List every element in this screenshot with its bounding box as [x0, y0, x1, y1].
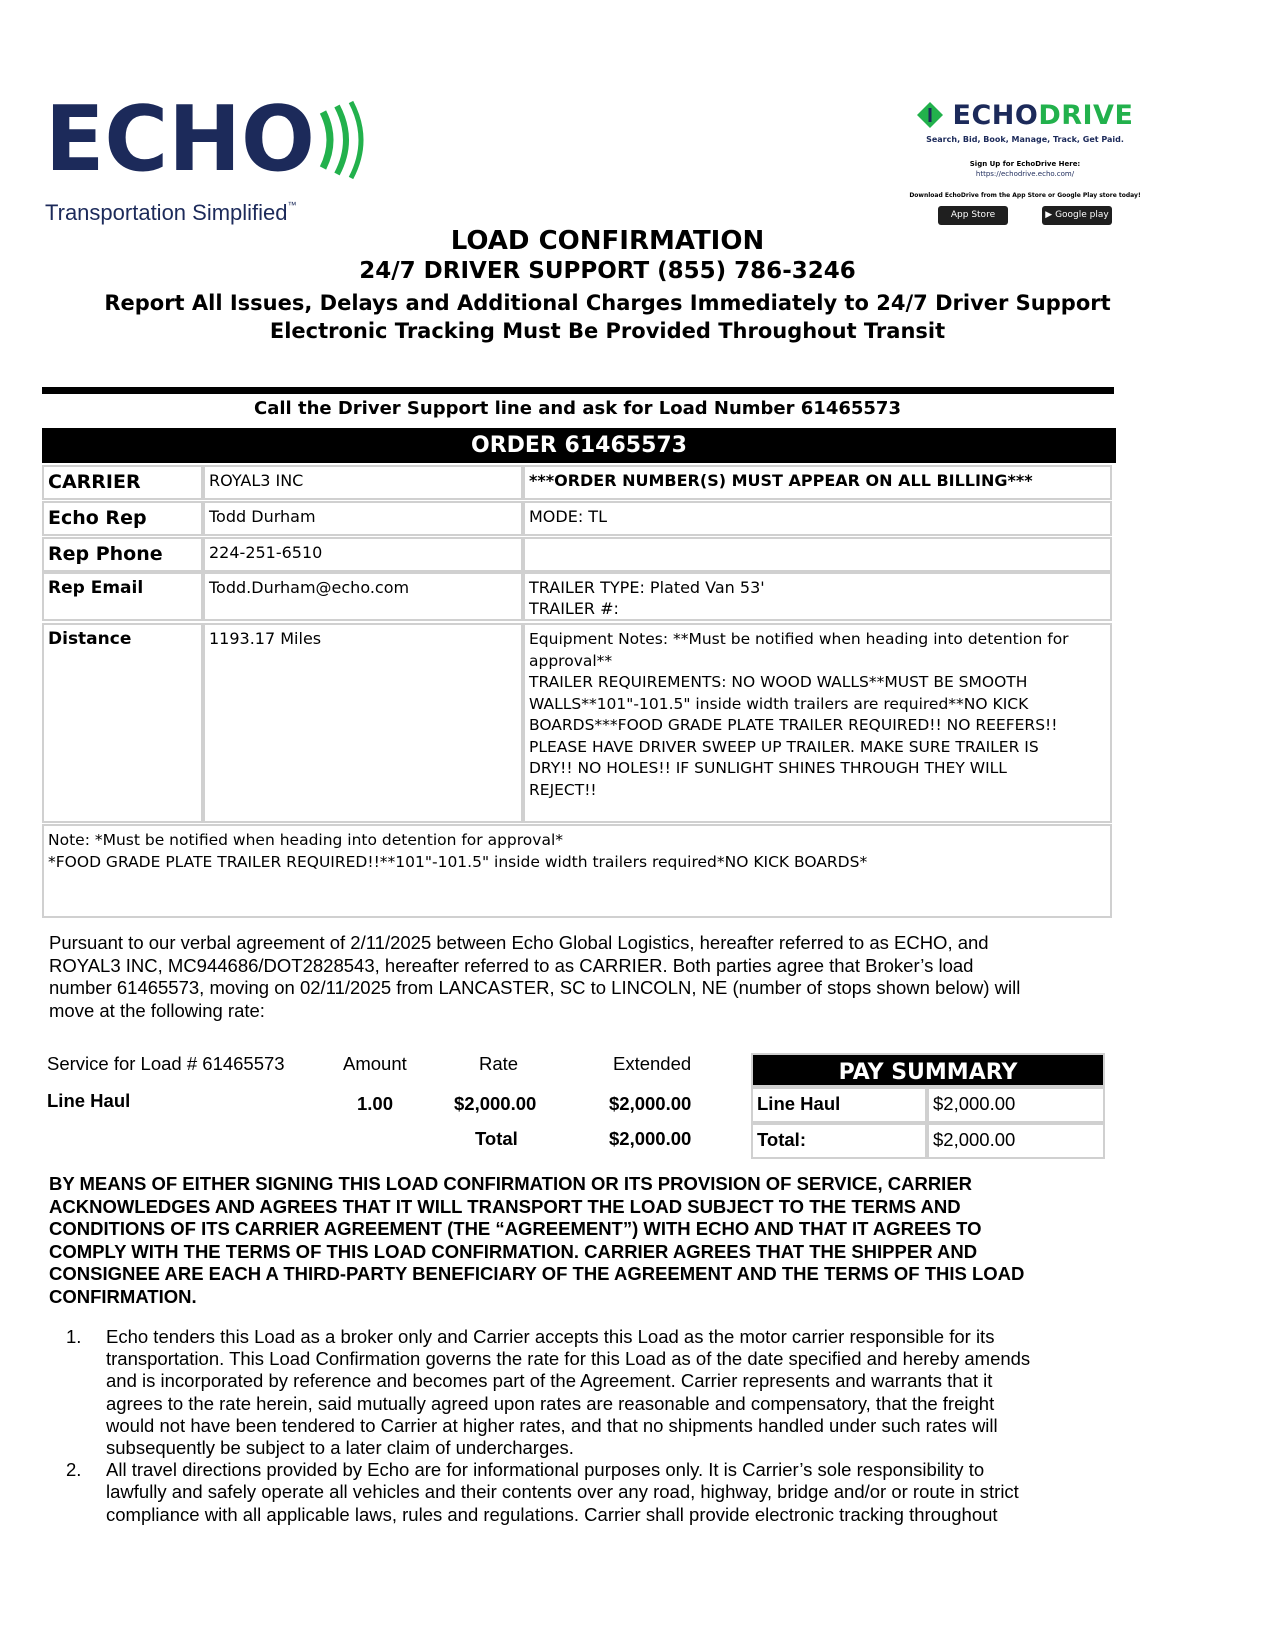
echodrive-signup: Sign Up for EchoDrive Here: — [969, 160, 1081, 168]
equipment-note-line: REJECT!! — [529, 780, 597, 799]
list-item — [49, 1459, 1129, 1526]
line-haul-label: Line Haul — [47, 1090, 131, 1111]
total-label: Total — [475, 1128, 518, 1149]
agreement-line: move at the following rate: — [49, 999, 265, 1021]
list-item-line: All travel directions provided by Echo are for informational purposes only. It is Carrier’s sole responsibility to — [106, 1459, 985, 1481]
divider — [42, 387, 1114, 394]
road-icon — [917, 102, 943, 128]
echodrive-promo — [890, 100, 1160, 225]
echo-rep-value: Todd Durham — [203, 501, 523, 536]
equipment-note-line: approval** — [529, 651, 613, 670]
list-item-line: lawfully and safely operate all vehicles and their contents over any road, highway, bridge and/or or route in strict — [106, 1481, 1019, 1503]
distance-label: Distance — [42, 623, 203, 823]
echo-logo — [45, 100, 375, 180]
equipment-note-line: BOARDS***FOOD GRADE PLATE TRAILER REQUIRED!! NO REEFERS!! — [529, 716, 1058, 734]
line-haul-extended: $2,000.00 — [609, 1093, 692, 1114]
list-item-line: agrees to the rate herein, said mutually agreed upon rates are reasonable and compensatory, that the freight — [106, 1392, 995, 1414]
service-column-header: Service for Load # 61465573 — [47, 1053, 285, 1074]
amount-column-header: Amount — [343, 1053, 407, 1074]
carrier-label: CARRIER — [42, 465, 203, 500]
driver-support-phone: 24/7 DRIVER SUPPORT (855) 786-3246 — [359, 258, 856, 284]
echo-logo-text: ECHO — [45, 100, 315, 180]
pay-line-haul-value: $2,000.00 — [927, 1087, 1105, 1123]
terms-line: CONDITIONS OF ITS CARRIER AGREEMENT (THE “AGREEMENT”) WITH ECHO AND THAT IT AGREES TO — [49, 1218, 982, 1239]
distance-value: 1193.17 Miles — [203, 623, 523, 823]
list-item-line: subsequently be subject to a later claim of undercharges. — [106, 1437, 574, 1459]
echodrive-logo: ECHODRIVE — [890, 100, 1160, 131]
signal-wave-icon-3 — [351, 102, 361, 178]
order-header: ORDER 61465573 — [42, 428, 1116, 463]
order-note — [42, 824, 1112, 918]
app-store-badge[interactable]: App Store — [938, 206, 1008, 225]
list-item-line: transportation. This Load Confirmation governs the rate for this Load as of the date specified and hereby amends — [106, 1348, 1031, 1370]
terms-line: COMPLY WITH THE TERMS OF THIS LOAD CONFIRMATION. CARRIER AGREES THAT THE SHIPPER AND — [49, 1240, 978, 1262]
terms-line: CONSIGNEE ARE EACH A THIRD-PARTY BENEFICIARY OF THE AGREEMENT AND THE TERMS OF THIS LOAD — [49, 1263, 1025, 1284]
agreement-line: Pursuant to our verbal agreement of 2/11/2025 between Echo Global Logistics, hereafter referred to as ECHO, and — [49, 932, 989, 953]
mode-value: MODE: TL — [523, 501, 1112, 536]
list-item-number: 2. — [66, 1459, 82, 1481]
echo-rep-label: Echo Rep — [42, 501, 203, 536]
list-item-line: compliance with all applicable laws, rules and regulations. Carrier shall provide electronic tracking throughout — [106, 1503, 998, 1525]
trailer-number: TRAILER #: — [529, 599, 619, 618]
rate-column-header: Rate — [479, 1053, 519, 1074]
call-instruction: Call the Driver Support line and ask for Load Number 61465573 — [254, 398, 901, 419]
equipment-note-line: Equipment Notes: **Must be notified when heading into detention for — [529, 630, 1069, 648]
agreement-line: number 61465573, moving on 02/11/2025 from LANCASTER, SC to LINCOLN, NE (number of stops shown below) will — [49, 977, 1021, 998]
signal-wave-icon-2 — [337, 106, 346, 174]
google-play-badge[interactable]: ▶ Google play — [1042, 206, 1112, 225]
note-line: Note: *Must be notified when heading into detention for approval* — [48, 831, 564, 849]
empty-cell — [523, 537, 1112, 572]
carrier-value: ROYAL3 INC — [203, 465, 523, 500]
rep-email-label: Rep Email — [42, 572, 203, 621]
equipment-notes — [523, 623, 1112, 823]
signal-wave-icon — [323, 112, 330, 168]
note-line: *FOOD GRADE PLATE TRAILER REQUIRED!!**101"-101.5" inside width trailers required*NO KICK BOARDS* — [48, 852, 868, 871]
terms-line: CONFIRMATION. — [49, 1285, 197, 1307]
play-icon: ▶ — [1045, 210, 1053, 220]
rep-phone-label: Rep Phone — [42, 537, 203, 572]
billing-notice: ***ORDER NUMBER(S) MUST APPEAR ON ALL BILLING*** — [523, 465, 1112, 500]
page-title: LOAD CONFIRMATION — [450, 226, 765, 256]
tracking-notice: Electronic Tracking Must Be Provided Throughout Transit — [269, 319, 946, 343]
pay-line-haul-label: Line Haul — [751, 1087, 927, 1123]
terms-statement — [49, 1173, 1129, 1308]
equipment-note-line: WALLS**101"-101.5" inside width trailers are required**NO KICK — [529, 694, 1029, 713]
list-item-line: and is incorporated by reference and becomes part of the Agreement. Carrier represents and warrants that it — [106, 1370, 993, 1392]
rep-email-value[interactable]: Todd.Durham@echo.com — [203, 572, 523, 621]
pay-summary-header: PAY SUMMARY — [751, 1053, 1105, 1087]
line-haul-amount: 1.00 — [357, 1093, 394, 1114]
list-item-number: 1. — [66, 1326, 82, 1347]
agreement-paragraph — [49, 932, 1119, 1022]
pay-total-value: $2,000.00 — [927, 1123, 1105, 1159]
terms-line: ACKNOWLEDGES AND AGREES THAT IT WILL TRANSPORT THE LOAD SUBJECT TO THE TERMS AND — [49, 1195, 961, 1217]
echodrive-tagline: Search, Bid, Book, Manage, Track, Get Paid. — [926, 135, 1124, 144]
list-item-line: Echo tenders this Load as a broker only and Carrier accepts this Load as the motor carrier responsible for its — [106, 1326, 995, 1347]
terms-line: BY MEANS OF EITHER SIGNING THIS LOAD CONFIRMATION OR ITS PROVISION OF SERVICE, CARRIER — [49, 1173, 973, 1194]
logo-tagline: Transportation Simplified™ — [45, 200, 297, 225]
list-item — [49, 1326, 1129, 1459]
trailer-type: TRAILER TYPE: Plated Van 53' — [529, 578, 765, 597]
line-haul-rate: $2,000.00 — [454, 1093, 537, 1114]
trailer-info — [523, 572, 1112, 621]
extended-column-header: Extended — [613, 1053, 692, 1074]
equipment-note-line: TRAILER REQUIREMENTS: NO WOOD WALLS**MUST BE SMOOTH — [529, 673, 1028, 691]
pay-total-label: Total: — [751, 1123, 927, 1159]
equipment-note-line: DRY!! NO HOLES!! IF SUNLIGHT SHINES THROUGH THEY WILL — [529, 759, 1007, 777]
list-item-line: would not have been tendered to Carrier at higher rates, and that no shipments handled under such rates will — [106, 1414, 998, 1436]
terms-list — [49, 1326, 1129, 1526]
rep-phone-value: 224-251-6510 — [203, 537, 523, 572]
echodrive-url-link[interactable]: https://echodrive.echo.com/ — [975, 170, 1075, 178]
echodrive-download-text: Download EchoDrive from the App Store or Google Play store today! — [909, 192, 1141, 199]
total-value: $2,000.00 — [609, 1128, 692, 1149]
equipment-note-line: PLEASE HAVE DRIVER SWEEP UP TRAILER. MAKE SURE TRAILER IS — [529, 737, 1039, 756]
agreement-line: ROYAL3 INC, MC944686/DOT2828543, hereafter referred to as CARRIER. Both parties agree that Broker’s load — [49, 954, 974, 976]
report-issues-line: Report All Issues, Delays and Additional Charges Immediately to 24/7 Driver Support — [104, 291, 1111, 315]
